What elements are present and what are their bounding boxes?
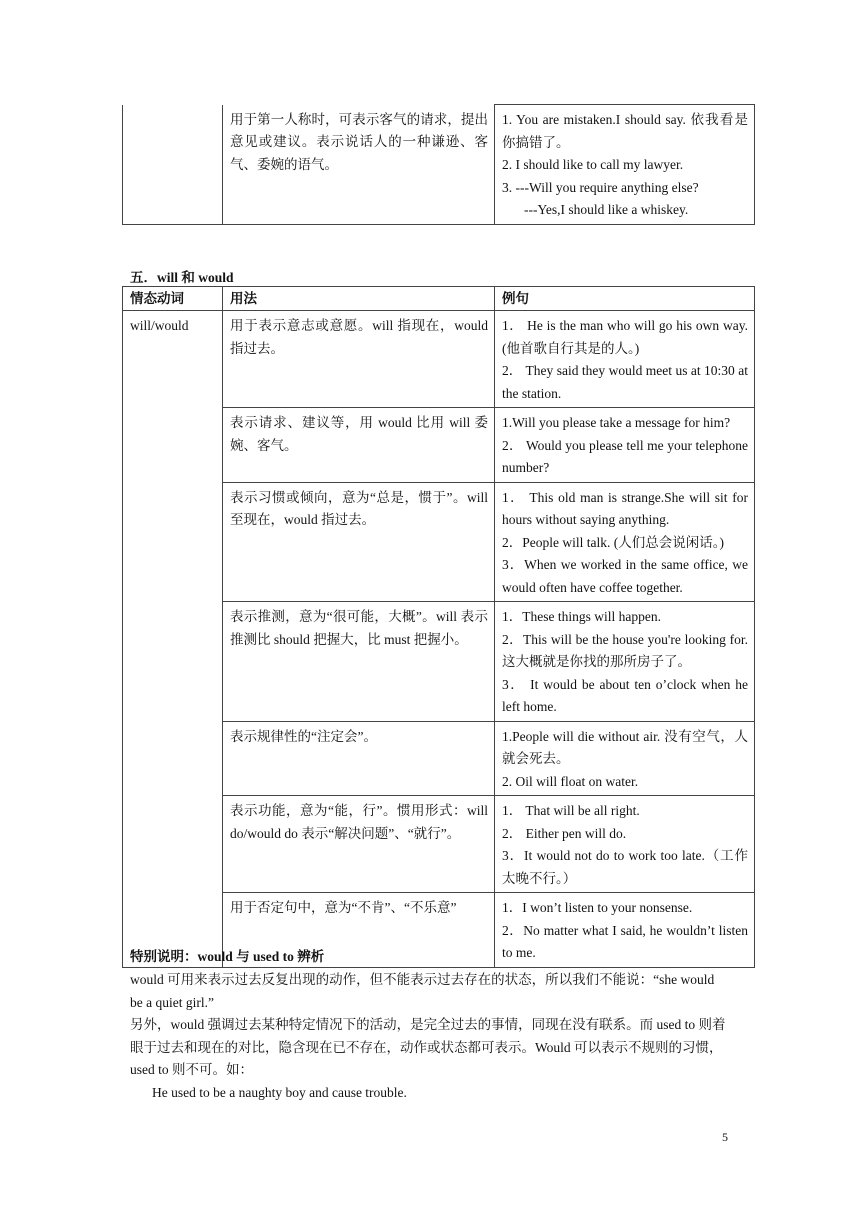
table-row bbox=[123, 105, 755, 225]
note-title: 特别说明：would 与 used to 辨析 bbox=[130, 949, 325, 964]
usage-text: 用于否定句中，意为“不肯”、“不乐意” bbox=[230, 900, 457, 915]
usage-cell bbox=[223, 482, 495, 602]
examples-cell bbox=[495, 602, 755, 722]
table-header-row bbox=[123, 287, 755, 311]
usage-text: 表示请求、建议等，用 would 比用 will 委婉、客气。 bbox=[230, 415, 488, 453]
header-cell: 用法 bbox=[223, 287, 495, 311]
usage-cell bbox=[223, 311, 495, 408]
page-number: 5 bbox=[722, 1130, 728, 1144]
example-line: 1.People will die without air. 没有空气，人就会死去。 bbox=[502, 728, 748, 766]
usage-text: 表示推测，意为“很可能，大概”。will 表示推测比 should 把握大，比 must 把握小。 bbox=[230, 609, 488, 647]
usage-text: 用于第一人称时，可表示客气的请求，提出意见或建议。表示说话人的一种谦逊、客气、委婉的语气。 bbox=[230, 111, 488, 172]
table-cell-empty bbox=[123, 105, 223, 225]
example-line: 1. You are mistaken.I should say. 依我看是你搞错了。 bbox=[502, 112, 748, 150]
examples-cell bbox=[495, 311, 755, 408]
usage-cell bbox=[223, 602, 495, 722]
examples-cell bbox=[495, 408, 755, 483]
examples-cell bbox=[495, 721, 755, 796]
example-line: 3．It would not do to work too late.（工作太晚不行。） bbox=[502, 848, 748, 886]
example-line: 1．I won’t listen to your nonsense. bbox=[502, 900, 693, 915]
example-line: 1． That will be all right. bbox=[502, 803, 640, 818]
example-line: 2． Would you please tell me your telephone number? bbox=[502, 437, 748, 475]
example-line: 2. I should like to call my lawyer. bbox=[502, 157, 684, 172]
example-line: 2． They said they would meet us at 10:30 at the station. bbox=[502, 363, 748, 401]
table-row bbox=[123, 311, 755, 408]
usage-cell bbox=[223, 796, 495, 893]
examples-cell bbox=[495, 482, 755, 602]
example-line: 3. ---Will you require anything else? bbox=[502, 179, 699, 195]
note-example: He used to be a naughty boy and cause trouble. bbox=[152, 1085, 407, 1100]
example-line: 1．These things will happen. bbox=[502, 609, 661, 624]
usage-text: 表示习惯或倾向，意为“总是，惯于”。will 至现在，would 指过去。 bbox=[230, 489, 488, 527]
note-paragraph: 另外，would 强调过去某种特定情况下的活动，是完全过去的事情，同现在没有联系。而 used to 则着眼于过去和现在的对比，隐含现在已不存在，动作或状态都可表示。Would 可以表示不规则的习惯，used to 则不可。如： bbox=[130, 1017, 726, 1077]
note-paragraph: would 可用来表示过去反复出现的动作，但不能表示过去存在的状态，所以我们不能说：“she would be a quiet girl.” bbox=[130, 972, 715, 1010]
example-line: 2． Either pen will do. bbox=[502, 825, 627, 841]
usage-cell bbox=[223, 721, 495, 796]
example-line: 2．People will talk. (人们总会说闲话。) bbox=[502, 534, 724, 550]
usage-text: 用于表示意志或意愿。will 指现在，would 指过去。 bbox=[230, 318, 488, 356]
will-would-table bbox=[122, 286, 755, 968]
verb-cell: will/would bbox=[123, 311, 223, 968]
example-line: 2．No matter what I said, he wouldn’t listen to me. bbox=[502, 922, 748, 960]
usage-cell bbox=[223, 105, 495, 225]
header-cell: 情态动词 bbox=[123, 287, 223, 311]
examples-cell bbox=[495, 796, 755, 893]
example-line: 3．When we worked in the same office, we would often have coffee together. bbox=[502, 557, 748, 595]
usage-cell bbox=[223, 408, 495, 483]
example-line: ---Yes,I should like a whiskey. bbox=[524, 202, 689, 217]
example-line: 1.Will you please take a message for him? bbox=[502, 415, 731, 430]
section-title: 五．will 和 would bbox=[130, 270, 234, 285]
example-line: 3． It would be about ten o’clock when he left home. bbox=[502, 676, 748, 714]
examples-cell bbox=[495, 105, 755, 225]
example-line: 2．This will be the house you're looking for. 这大概就是你找的那所房子了。 bbox=[502, 631, 748, 669]
example-line: 2. Oil will float on water. bbox=[502, 773, 639, 789]
example-line: 1． He is the man who will go his own way. (他首歌自行其是的人。) bbox=[502, 318, 748, 356]
header-cell: 例句 bbox=[495, 287, 755, 311]
usage-text: 表示规律性的“注定会”。 bbox=[230, 728, 377, 744]
should-usage-table bbox=[122, 104, 755, 225]
usage-text: 表示功能，意为“能，行”。惯用形式：will do/would do 表示“解决问题”、“就行”。 bbox=[230, 803, 488, 841]
example-line: 1． This old man is strange.She will sit for hours without saying anything. bbox=[502, 489, 748, 527]
